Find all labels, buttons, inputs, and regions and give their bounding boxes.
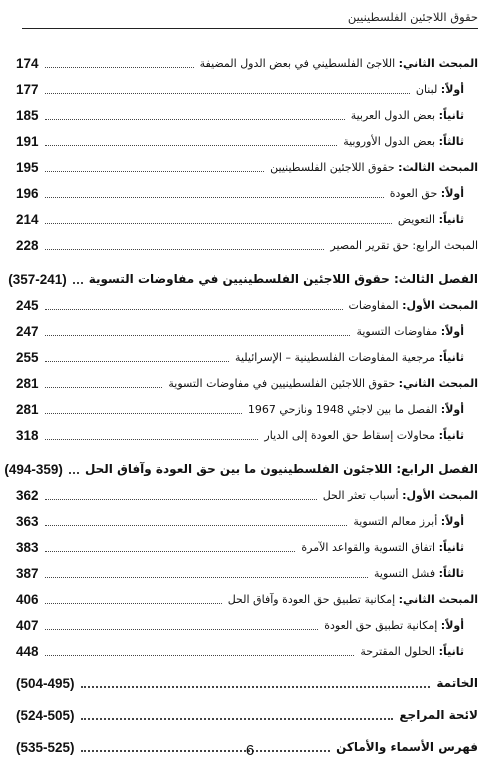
toc-entry-heading: الفصل الثالث: حقوق اللاجئين الفلسطينيين في مفاوضات التسوية	[88, 272, 478, 286]
toc-entry-row	[16, 370, 478, 396]
toc-entry-label	[416, 83, 464, 96]
toc-page-number: 387	[16, 565, 39, 581]
toc-entry-heading: الخاتمة	[436, 676, 478, 690]
toc-page-number: 362	[16, 487, 39, 503]
toc-entry-text: أبرز معالم التسوية	[353, 514, 441, 528]
toc-entry-label	[264, 429, 464, 442]
toc-page-number: 196	[16, 185, 39, 201]
toc-entry-label	[301, 541, 464, 554]
toc-entry-heading: أولاً:	[440, 324, 464, 338]
toc-entry-text: اتفاق التسوية والقواعد الآمرة	[301, 540, 439, 554]
dot-leader	[45, 551, 296, 552]
toc-entry-row	[16, 292, 478, 318]
header-title: حقوق اللاجئين الفلسطينيين	[347, 10, 478, 24]
toc-chapter-row	[4, 456, 478, 482]
toc-entry-heading: فهرس الأسماء والأماكن	[336, 740, 478, 754]
toc-entry-row	[16, 102, 478, 128]
toc-entry-heading: أولاً:	[440, 514, 464, 528]
dot-leader	[69, 472, 79, 474]
toc-entry-heading: أولاً:	[440, 618, 464, 632]
toc-entry-label	[353, 515, 464, 528]
toc-entry-row	[16, 232, 478, 258]
dot-leader	[45, 67, 194, 68]
toc-entry-text: مرجعية المفاوضات الفلسطينية – الإسرائيلية	[235, 350, 439, 364]
toc-page-number: 407	[16, 617, 39, 633]
toc-entry-row	[16, 508, 478, 534]
toc-entry-text: لبنان	[415, 82, 441, 96]
toc-entry-heading: المبحث الثاني:	[398, 376, 478, 390]
toc-entry-text: المفاوضات	[348, 298, 403, 312]
toc-entry-heading: الفصل الرابع: اللاجئون الفلسطينيون ما بين حق العودة وآفاق الحل	[84, 462, 478, 476]
toc-entry-heading: أولاً:	[440, 402, 464, 416]
toc-page-number: 245	[16, 297, 39, 313]
toc-entry-label	[200, 57, 478, 70]
toc-entry-label	[351, 109, 464, 122]
toc-entry-heading: ثانياً:	[438, 350, 464, 364]
toc-entry-label	[356, 325, 464, 338]
toc-entry-row	[16, 76, 478, 102]
toc-page-number: (504-495)	[16, 675, 75, 691]
toc-entry-text: أسباب تعثر الحل	[322, 488, 403, 502]
dot-leader	[45, 249, 325, 250]
toc-entry-label	[399, 708, 478, 722]
dot-leader	[45, 577, 368, 578]
toc-entry-row	[16, 422, 478, 448]
toc-page-number: 363	[16, 513, 39, 529]
toc-entry-label	[398, 213, 464, 226]
table-of-contents	[4, 50, 478, 760]
toc-entry-label	[349, 299, 478, 312]
page-number: 6	[245, 742, 255, 759]
toc-entry-label	[360, 645, 464, 658]
toc-page-number: 281	[16, 375, 39, 391]
toc-entry-text: اللاجئ الفلسطيني في بعض الدول المضيفة	[199, 56, 399, 70]
toc-page-number: 195	[16, 159, 39, 175]
toc-entry-row	[16, 154, 478, 180]
dot-leader	[45, 413, 242, 414]
toc-entry-label	[343, 135, 464, 148]
dot-leader	[45, 171, 265, 172]
toc-page-number: 281	[16, 401, 39, 417]
toc-entry-text: بعض الدول العربية	[350, 108, 439, 122]
toc-entry-text: حقوق اللاجئين الفلسطينيين	[270, 160, 399, 174]
dot-leader	[45, 525, 348, 526]
toc-entry-row	[16, 560, 478, 586]
toc-entry-row	[16, 612, 478, 638]
dot-leader	[81, 718, 394, 720]
toc-entry-text: حق العودة	[389, 186, 441, 200]
toc-entry-label	[228, 593, 478, 606]
toc-entry-text: إمكانية تطبيق حق العودة	[324, 618, 441, 632]
toc-page-number: (524-505)	[16, 707, 75, 723]
toc-page-number: 255	[16, 349, 39, 365]
toc-chapter-row	[16, 702, 478, 728]
toc-entry-heading: ثانياً:	[438, 108, 464, 122]
dot-leader	[45, 387, 163, 388]
dot-leader	[81, 686, 431, 688]
toc-page-number: 318	[16, 427, 39, 443]
toc-entry-heading: أولاً:	[440, 186, 464, 200]
toc-entry-row	[16, 50, 478, 76]
toc-entry-row	[16, 318, 478, 344]
toc-chapter-row	[16, 670, 478, 696]
dot-leader	[45, 309, 343, 310]
toc-entry-heading: ثانياً:	[438, 540, 464, 554]
toc-entry-heading: ثالثاً:	[438, 566, 464, 580]
dot-leader	[45, 145, 338, 146]
dot-leader	[45, 93, 410, 94]
toc-entry-heading: المبحث الأول:	[402, 298, 478, 312]
toc-entry-label	[390, 187, 464, 200]
dot-leader	[45, 499, 317, 500]
toc-entry-heading: ثانياً:	[438, 428, 464, 442]
toc-entry-text: المبحث الرابع: حق تقرير المصير	[330, 238, 478, 252]
toc-entry-text: محاولات إسقاط حق العودة إلى الديار	[264, 428, 439, 442]
dot-leader	[45, 197, 384, 198]
toc-entry-heading: لائحة المراجع	[399, 708, 478, 722]
dot-leader	[45, 119, 345, 120]
toc-page-number: 177	[16, 81, 39, 97]
toc-entry-label	[374, 567, 464, 580]
toc-entry-row	[16, 482, 478, 508]
dot-leader	[45, 603, 222, 604]
toc-page-number: 174	[16, 55, 39, 71]
toc-entry-row	[16, 534, 478, 560]
toc-entry-text: إمكانية تطبيق حق العودة وآفاق الحل	[227, 592, 399, 606]
toc-page-number: 383	[16, 539, 39, 555]
toc-entry-heading: المبحث الثاني:	[398, 56, 478, 70]
toc-entry-label	[324, 619, 464, 632]
toc-entry-row	[16, 180, 478, 206]
toc-entry-label	[235, 351, 464, 364]
toc-entry-row	[16, 206, 478, 232]
dot-leader	[45, 223, 392, 224]
dot-leader	[45, 655, 355, 656]
dot-leader	[73, 282, 83, 284]
dot-leader	[45, 439, 259, 440]
toc-entry-row	[16, 586, 478, 612]
toc-entry-text: التعويض	[397, 212, 439, 226]
dot-leader	[45, 361, 230, 362]
toc-entry-heading: المبحث الثاني:	[398, 592, 478, 606]
toc-entry-heading: ثانياً:	[438, 644, 464, 658]
toc-page-number: 406	[16, 591, 39, 607]
toc-entry-text: مفاوضات التسوية	[356, 324, 441, 338]
toc-entry-heading: أولاً:	[440, 82, 464, 96]
toc-entry-text: فشل التسوية	[374, 566, 439, 580]
toc-page-number: 185	[16, 107, 39, 123]
dot-leader	[45, 629, 319, 630]
toc-entry-label	[436, 676, 478, 690]
toc-entry-label	[248, 403, 464, 416]
toc-entry-heading: المبحث الثالث:	[398, 160, 478, 174]
dot-leader	[45, 335, 351, 336]
toc-entry-text: بعض الدول الأوروبية	[343, 134, 439, 148]
toc-page-number: (494-359)	[4, 461, 63, 477]
toc-page-number: 448	[16, 643, 39, 659]
toc-entry-label	[85, 462, 478, 476]
toc-entry-text: الحلول المقترحة	[360, 644, 439, 658]
toc-page-number: 191	[16, 133, 39, 149]
toc-page-number: 214	[16, 211, 39, 227]
toc-entry-label	[168, 377, 478, 390]
toc-entry-row	[16, 128, 478, 154]
toc-page-number: 247	[16, 323, 39, 339]
toc-entry-heading: المبحث الأول:	[402, 488, 478, 502]
toc-entry-text: حقوق اللاجئين الفلسطينيين في مفاوضات التسوية	[168, 376, 399, 390]
toc-entry-row	[16, 638, 478, 664]
toc-entry-label	[323, 489, 478, 502]
toc-entry-row	[16, 344, 478, 370]
toc-entry-label	[89, 272, 478, 286]
toc-chapter-row	[8, 266, 478, 292]
toc-page-number: 228	[16, 237, 39, 253]
toc-entry-label	[330, 239, 478, 252]
toc-entry-label	[270, 161, 478, 174]
toc-page-number: (535-525)	[16, 739, 75, 755]
toc-entry-row	[16, 396, 478, 422]
toc-page-number: (357-241)	[8, 271, 67, 287]
toc-entry-text: الفصل ما بين لاجئي 1948 ونازحي 1967	[247, 402, 441, 416]
running-header	[22, 6, 478, 29]
toc-entry-heading: ثانياً:	[438, 212, 464, 226]
toc-entry-heading: ثالثاً:	[438, 134, 464, 148]
